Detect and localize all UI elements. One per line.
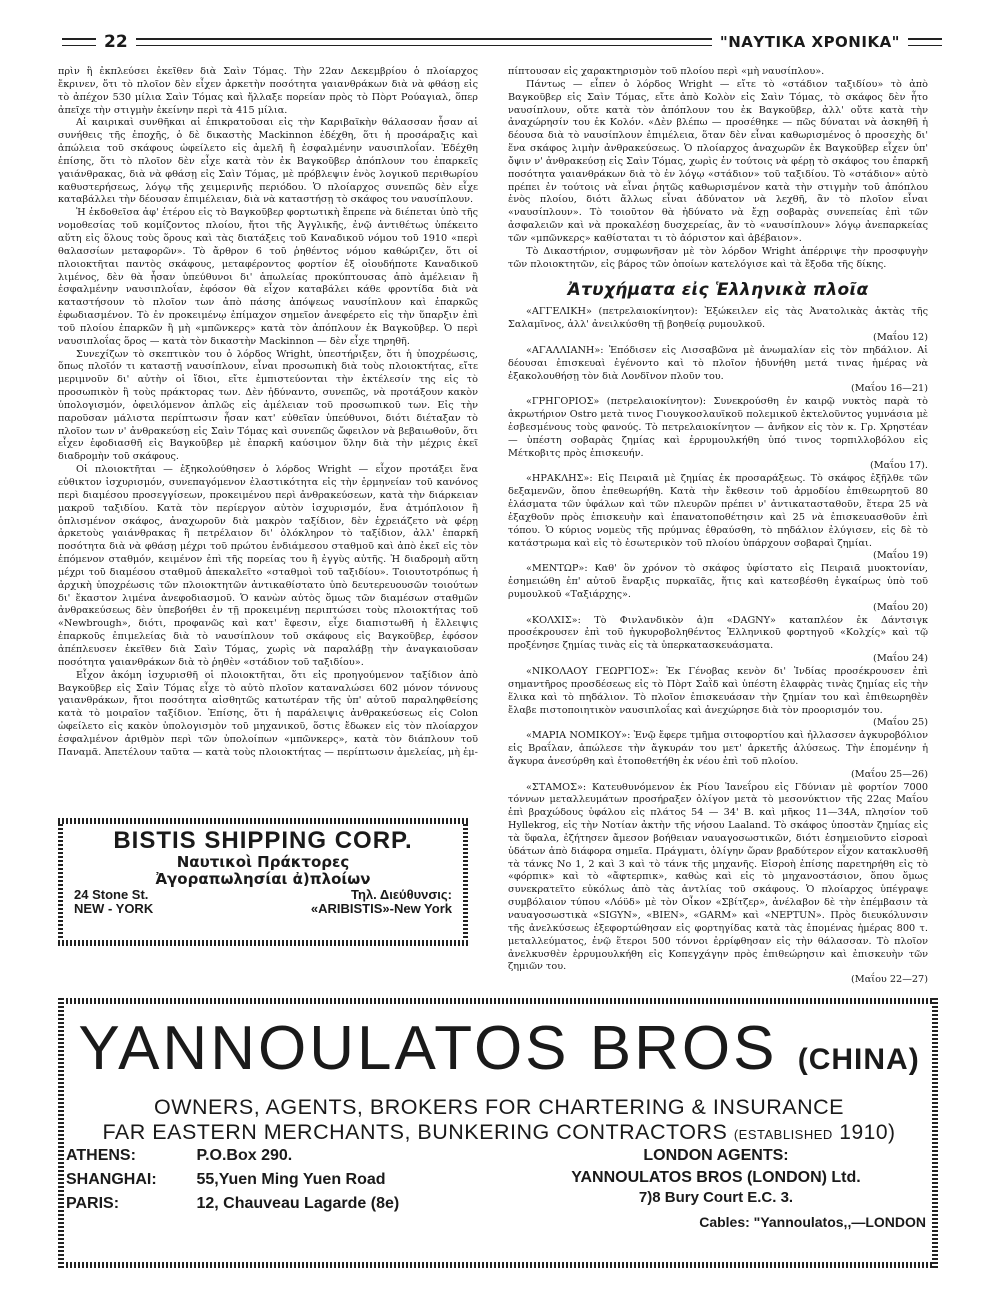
bistis-subtitle: Ἀγοραπωλησίαι ἀ)πλοίων <box>155 870 371 888</box>
accident-text: «ΜΕΝΤΩΡ»: Καθ' ὃν χρόνον τὸ σκάφος ὑφίστατο εἰς Πειραιᾶ μυοκτονίαν, ἐσημειώθη ἐπ' αὐτοῦ ἔναρξις πυρκαϊᾶς, ἥτις καὶ κατεσβέσθη ἐγκαίρως ὑπὸ τοῦ ρυμουλκοῦ «Ταξιάρχης». <box>508 563 928 600</box>
bistis-address: 24 Stone St. <box>74 887 149 902</box>
yannoulatos-services-2 <box>66 1120 932 1147</box>
paragraph: πρὶν ἢ ἐκπλεύσει ἐκεῖθεν διὰ Σαὶν Τόμας. Τὴν 22αν Δεκεμβρίου ὁ πλοίαρχος ἔκρινεν, ὅτι τὸ πλοῖον δὲν εἶχεν ἀρκετὴν ποσότητα γαιανθράκων διὰ νὰ φθάσῃ εἰς τὸ ἀπέχον 530 μίλια Σαὶν Τόμας καὶ ἤλλαξε πορείαν πρὸς τὸ Πὸρτ Ρούαγιαλ, ὅπερ ἀπεῖχε τὴν στιγμὴν ἐκείνην περὶ τὰ 415 μίλια. <box>58 66 478 116</box>
office-city: PARIS: <box>66 1195 120 1212</box>
accident-text: «ΑΓΓΕΛΙΚΗ» (πετρελαιοκίνητον): Ἐξώκειλεν εἰς τὰς Ἀνατολικὰς ἀκτὰς τῆς Σαλαμῖνος, ἀλλ' ἀνειλκύσθη τῇ βοηθείᾳ ρυμουλκοῦ. <box>508 306 928 331</box>
header-rule <box>136 38 712 46</box>
accident-date: (Μαΐου 20) <box>873 601 928 613</box>
left-column <box>58 66 478 814</box>
ad-border-bottom <box>58 940 468 946</box>
magazine-title: "ΝΑΥΤΙΚΑ ΧΡΟΝΙΚΑ" <box>719 33 900 51</box>
accident-date: (Μαΐου 22—27) <box>851 974 928 986</box>
header-rule-left <box>62 38 96 46</box>
page-number: 22 <box>104 32 128 52</box>
accident-date: (Μαΐου 25) <box>873 717 928 729</box>
yannoulatos-border-right <box>932 998 938 1268</box>
bistis-telegraph-value: «ARIBISTIS»-New York <box>310 901 452 916</box>
accident-text: «ΚΟΛΧΙΣ»: Τὸ Φινλανδικὸν ἀ)π «DAGNY» καταπλέον ἐκ Δάντσιγκ προσέκρουσεν ἐπὶ τοῦ ἠγκυροβοληθέντος Ἑλληνικοῦ φορτηγοῦ «Κολχίς» καὶ τῷ προξένησε ζημίας τινὰς εἰς τὰ ὑπερκατασκευάσματα. <box>508 614 928 652</box>
accident-date: (Μαΐου 19) <box>873 550 928 562</box>
bistis-contact-row <box>68 888 458 902</box>
accident-date: (Μαΐου 24) <box>873 653 928 665</box>
paragraph: Εἶχον ἀκόμη ἰσχυρισθῆ οἱ πλοιοκτῆται, ὅτι εἰς προηγούμενον ταξίδιον ἀπὸ Βαγκοῦβερ εἰς Σαὶν Τόμας εἶχε τὸ αὐτὸ πλοῖον καταναλώσει 602 μόνον τόννους γαιανθράκων, ἤτοι ποσότητα αἰσθητῶς κατωτέραν τῆς ὑπ' αὐτοῦ παραληφθείσης κατὰ τὸ μοιραῖον ταξίδιον. Ἐπίσης, ὅτι ἡ παράλειψις ἀνθρακεύσεως εἰς Colon ὠφείλετο εἰς κακὸν ὑπολογισμὸν τοῦ μηχανικοῦ, ὅστις ἔδωκεν εἰς τὸν πλοίαρχον ἐσφαλμένον ἀριθμὸν περὶ τῶν ὑπολοίπων «μπῶνκερς», κατὰ τὸν διάπλουν τοῦ Παναμᾶ. Ἀπετέλουν ταῦτα — κατὰ τοὺς πλοιοκτήτας — περίπτωσιν ἀμελείας, μὴ ἐμ- <box>58 669 478 758</box>
office-address: P.O.Box 290. <box>196 1147 293 1164</box>
bistis-contact-row <box>68 902 458 916</box>
bistis-company-name: BISTIS SHIPPING CORP. <box>113 827 413 854</box>
bistis-subtitle: Ναυτικοὶ Πράκτορες <box>176 853 350 871</box>
yannoulatos-advertisement <box>66 1012 932 1256</box>
bistis-telegraph-label: Τηλ. Διεύθυνσις: <box>351 887 452 902</box>
ad-border-right <box>463 824 468 940</box>
london-agents-label: LONDON AGENTS: <box>643 1147 789 1164</box>
accident-text: «ΜΑΡΙΑ ΝΟΜΙΚΟΥ»: Ἐνῷ ἔφερε τμῆμα σιτοφορτίου καὶ ἠλλασσεν ἀγκυροβόλιον εἰς Βραΐλαν, ἀπώλεσε τὴν ἄγκυράν του μετ' ἀρκετῆς ἁλύσεως. Τὴν ἑπομένην ἡ ἄγκυρα ἀνεσύρθη καὶ ἐτοποθετήθη ἐκ νέου ἐπὶ τοῦ πλοίου. <box>508 730 928 767</box>
paragraph: Οἱ πλοιοκτῆται — ἐξηκολούθησεν ὁ λόρδος Wright — εἶχον προτάξει ἕνα εὐθικτον ἰσχυρισμόν, συνεπαγόμενον ἐλαστικότητα εἰς τὴν ἑρμηνείαν τοῦ κανόνος περὶ διαμέσου προσεγγίσεων, προκειμένου περὶ ἀνθρακεύσεων, κατὰ τὴν διάρκειαν μακροῦ ταξιδίου. Κατὰ τὸν περίεργον αὐτὸν ἰσχυρισμόν, ἕνα ἀτμόπλοιον ἢ ὁπλισμένον σκάφος, ἀναχωροῦν διὰ μακρὸν ταξίδιον, δὲν ἐχρειάζετο νὰ φέρῃ ἀρκετοὺς γαιάνθρακας ἢ πετρέλαιον δι' ὁλόκληρον τὸ ταξίδιον, ἀλλ' ἐπαρκῆ ποσότητα διὰ νὰ φθάσῃ μέχρι τοῦ πρώτου ἐνδιάμεσου σταθμοῦ καὶ ἀπὸ ἐκεῖ εἰς τὸν ἑπόμενον σταθμόν, κειμένον ἐπὶ τῆς πορείας του ἢ ἐγγὺς αὐτῆς. Ἡ διαδρομὴ αὕτη μέχρι τοῦ διαμέσου σταθμοῦ ἀπεκαλεῖτο «σταθμοὶ τοῦ ταξιδίου». Τοιουτοτρόπως ἡ ἀρχικὴ ὑποχρέωσις τῶν πλοιοκτητῶν ἀντικαθίστατο ὑπὸ δευτερευουσῶν τοιούτων δι' ἕκαστον λιμένα ἀνεφοδιασμοῦ. Ὁ κανὼν αὐτὸς ὅμως τῶν διαμέσων σταθμῶν ἀνθρακεύσεως δὲν ὑπεβοήθει ἐν τῇ προκειμένῃ περιπτώσει τοὺς πλοιοκτήτας τοῦ «Newbrough», διότι, προφανῶς καὶ κατ' ἔφεσιν, εἶχε διαπιστωθῆ ἡ ἔλλειψις ἐπαρκοῦς ἐπιμελείας διὰ τὸ ναυσίπλουν τοῦ σκάφους εἰς Βαγκοῦβερ, ἐφόσον ἀπέπλευσεν ἐκεῖθεν διὰ Σαὶν Τόμας, χωρὶς νὰ παραλάβῃ τὴν ἀναγκαιοῦσαν ποσότητα γαιανθράκων διὰ τὸ ῥηθὲν «στάδιον τοῦ ταξιδίου». <box>58 464 478 668</box>
london-company: YANNOULATOS BROS (LONDON) Ltd. <box>571 1169 861 1186</box>
yannoulatos-border-bottom <box>58 1262 938 1268</box>
yannoulatos-services: OWNERS, AGENTS, BROKERS FOR CHARTERING & INSURANCE <box>154 1095 844 1119</box>
yannoulatos-company-name <box>66 1014 932 1095</box>
paragraph: πίπτουσαν εἰς χαρακτηρισμὸν τοῦ πλοίου περὶ «μὴ ναυσίπλου». <box>508 66 825 77</box>
header-rule-right <box>908 38 942 46</box>
paragraph: Πάντως — εἶπεν ὁ λόρδος Wright — εἴτε τὸ «στάδιον ταξιδίου» τὸ ἀπὸ Βαγκοῦβερ εἰς Σαὶν Τόμας, εἴτε ἀπὸ Κολὸν εἰς Σαὶν Τόμας, τὸ σκάφος δὲν ἦτο ναυσίπλουν, οὔτε κατὰ τὸν ἀπόπλουν του ἐκ Βαγκοῦβερ, ἀλλ' οὔτε κατὰ τὴν ἀναχώρησίν του ἐκ Κολόν. «Δὲν βλέπω — προσέθηκε — πῶς δύναται νὰ ἀσκηθῆ ἡ δέουσα διὰ τὸ ναυσίπλουν ἐπιμέλεια, ὅταν δὲν εἶναι καθωρισμένος ὁ προσεχὴς δι' ἕνα σκάφος λιμὴν ἀνθρακεύσεως. Ὁ πλοίαρχος ἀναχωρῶν ἐκ Βαγκοῦβερ εἶχεν ὑπ' ὄψιν ν' ἀνθρακεύσῃ εἰς Σαὶν Τόμας, χωρὶς ἐν τούτοις νὰ φέρῃ τὸ σκάφος του ἐπαρκῆ ποσότητα γαιανθράκων διὰ τὸ ἐν λόγῳ «στάδιον» τοῦ ταξιδίου. Τὸ «στάδιον» αὐτὸ πρέπει ἐν τούτοις νὰ εἶναι ῥητῶς καθωρισμένον κατὰ τὴν στιγμὴν τοῦ ἀπόπλου ἑνὸς πλοίου, διότι ἄλλως εἶναι ἀδύνατον νὰ λεχθῆ, ἂν τὸ πλοῖον εἶναι «ναυσίπλουν». Τὸ τοιοῦτον θὰ ἠδύνατο νὰ ἔχῃ σοβαρὰς συνεπείας ἐπὶ τῶν ἀσφαλειῶν καὶ νὰ προκαλέσῃ δυσχερείας, ἂν τὸ «ναυσίπλουν» λόγῳ ἀνεπαρκείας τῶν «μπῶνκερς» καθίσταται τι τὸ ἀόριστον καὶ ἀβέβαιον». <box>508 78 928 244</box>
office-city: ATHENS: <box>66 1147 136 1164</box>
accident-text: «ΑΓΑΛΛΙΑΝΗ»: Ἐπόδισεν εἰς Λισσαβῶνα μὲ ἀνωμαλίαν εἰς τὸν πηδάλιον. Αἱ δέουσαι ἐπισκευαὶ ἐγένοντο καὶ τὸ πλοῖον ἠδυνήθη μετά τινας ἡμέρας νὰ ἐξακολουθήσῃ τὸν διὰ Λονδῖνον πλοῦν του. <box>508 344 928 382</box>
office-row <box>66 1192 496 1216</box>
office-row <box>66 1168 496 1192</box>
office-row <box>66 1144 496 1168</box>
yannoulatos-name: YANNOULATOS BROS <box>78 1014 778 1083</box>
yannoulatos-established-label: (ESTABLISHED <box>733 1127 833 1142</box>
cables-address: Cables: "Yannoulatos,,—LONDON <box>699 1214 926 1230</box>
office-address: 12, Chauveau Lagarde (8e) <box>196 1195 400 1212</box>
london-address: 7)8 Bury Court E.C. 3. <box>638 1189 794 1206</box>
accident-date: (Μαΐου 25—26) <box>851 768 928 780</box>
yannoulatos-border-left <box>58 998 64 1268</box>
section-title: Ἀτυχήματα εἰς Ἑλληνικὰ πλοῖα <box>567 279 869 300</box>
yannoulatos-established-year: 1910) <box>839 1121 896 1144</box>
accident-text: «ΗΡΑΚΛΗΣ»: Εἰς Πειραιᾶ μὲ ζημίας ἐκ προσαράξεως. Τὸ σκάφος ἐξῆλθε τῶν δεξαμενῶν, ὅπου ἐπεθεωρήθη. Κατὰ τὴν ἔκθεσιν τοῦ ἁρμοδίου ἐπιθεωρητοῦ 80 ἐλάσματα τῶν ὑφάλων καὶ τῶν πλευρῶν πρέπει ν' ἀντικατασταθοῦν, ἕτερα 25 νὰ ἐξαχθοῦν πρὸς ἐπισκευὴν καὶ ἐπανατοποθέτησιν καὶ 25 νὰ ἐπισκευασθοῦν ἐπὶ τόπου. Ὁ κύριος νομεὺς τῆς πρύμνας ἐθραύσθη, τὸ πηδάλιον ἐλύγισεν, εἰς δὲ τὸ κατάστρωμα καὶ εἰς τὸ ἐσωτερικὸν τοῦ πλοίου ὑπάρχουν σοβαραὶ ζημίαι. <box>508 473 928 549</box>
page-header <box>62 30 942 54</box>
office-city: SHANGHAI: <box>66 1171 157 1188</box>
ad-border-top <box>58 818 468 824</box>
accident-date: (Μαΐου 16—21) <box>851 383 928 395</box>
accident-date: (Μαΐου 12) <box>873 332 928 344</box>
paragraph: Αἱ καιρικαὶ συνθῆκαι αἱ ἐπικρατοῦσαι εἰς τὴν Καριβαϊκὴν θάλασσαν ἦσαν αἱ συνήθεις τῆς ἐποχῆς, ὁ δὲ δικαστὴς Mackinnon ἐδέχθη, ὅτι ἡ προσάραξις καὶ ἀπώλεια τοῦ σκάφους ὠφείλετο εἰς ἀμελῆ ἢ ἐσφαλμένην ναυσιπλοΐαν. Ἐδέχθη ἐπίσης, ὅτι τὸ πλοῖον δὲν εἶχε κατὰ τὸν ἐκ Βαγκοῦβερ ἀπόπλουν του ἐπαρκεῖς γαιάνθρακας, διὰ νὰ φθάσῃ εἰς Σαὶν Τόμας, μὲ πρόβλεψιν ἑνὸς λογικοῦ περιθωρίου καθυστερήσεως, λόγῳ τῆς χειμερινῆς περιόδου. Ὁ πλοίαρχος συνεπῶς δὲν εἶχε καταβάλλει τὴν δέουσαν ἐπιμέλειαν, διὰ νὰ καταστήσῃ τὸ σκάφος του ναυσίπλουν. <box>58 117 478 206</box>
office-address: 55,Yuen Ming Yuen Road <box>196 1171 386 1188</box>
paragraph: Τὸ Δικαστήριον, συμφωνῆσαν μὲ τὸν λόρδον Wright ἀπέρριψε τὴν προσφυγὴν τῶν πλοιοκτητῶν, εἰς βάρος τῶν ὁποίων κατελόγισε καὶ τὰ ἔξοδα τῆς δίκης. <box>508 245 928 270</box>
yannoulatos-merchants: FAR EASTERN MERCHANTS, BUNKERING CONTRACTORS <box>102 1120 728 1144</box>
paragraph: Συνεχίζων τὸ σκεπτικὸν του ὁ λόρδος Wright, ὑπεστήριξεν, ὅτι ἡ ὑποχρέωσις, ὅπως πλοῖόν τι καταστῇ ναυσίπλουν, εἶναι προσωπικὴ διὰ τοὺς πλοιοκτήτας, εἴτε μεριμνοῦν δι' αὐτὴν οἱ ἴδιοι, εἴτε ἐμπιστεύονται τὴν ἐκτέλεσίν της εἰς τὸ προσωπικὸν ἢ τοὺς πράκτορας των. Δὲν ἠδύναντο, συνεπῶς, νὰ προτάξουν κακὸν ὑπολογισμόν, ὀφειλόμενον ἁπλῶς εἰς ἀμέλειαν τοῦ προσωπικοῦ των. Εἰς τὴν παροῦσαν μάλιστα περίπτωσιν ἦσαν κατ' εὐθεῖαν ὑπεύθυνοι, διότι διέταξαν τὸ πλοῖον των ν' ἀνθρακεύσῃ εἰς Σαὶν Τόμας καὶ συνεπῶς ὤφειλον νὰ βεβαιωθοῦν, ὅτι εἶχεν ἐφοδιασθῆ εἰς Βαγκοῦβερ μὲ ἐπαρκῆ καύσιμον ὕλην διὰ τὴν μέχρις ἐκεῖ διαδρομὴν τοῦ σκάφους. <box>58 348 478 463</box>
accident-text: «ΝΙΚΟΛΑΟΥ ΓΕΩΡΓΙΟΣ»: Ἐκ Γένοβας κενὸν δι' Ἰνδίας προσέκρουσεν ἐπὶ σημαντῆρος προσδέσεως εἰς τὸ Πὸρτ Σαῒδ καὶ ὑπέστη ἐλαφρὰς τινὰς ζημίας εἰς τὴν ἕλικα καὶ τὸ πηδάλιον. Τὸ πλοῖον ἐπισκευάσαν τὴν ζημίαν του καὶ ἐπιθεωρηθὲν ἔλαβε πιστοποιητικὸν ναυσιπλοΐας καὶ ἀνεχώρησε διὰ τὸν προορισμόν του. <box>508 665 928 716</box>
accident-date: (Μαΐου 17). <box>869 460 928 472</box>
ad-border-left <box>58 824 63 940</box>
accident-text: «ΓΡΗΓΟΡΙΟΣ» (πετρελαιοκίνητον): Συνεκρούσθη ἐν καιρῷ νυκτὸς παρὰ τὸ ἀκρωτήριον Ostro μετὰ τινος Γιουγκοσλαυϊκοῦ πολεμικοῦ ἐκτελοῦντος γυμνάσια μὲ ἐσβεσμένους τοὺς φανούς. Τὸ πετρελαιοκίνητον — ἀνῆκον εἰς τὸν κ. Γρ. Χρηστέαν — ὑπέστη σοβαρὰς ζημίας καὶ ἐρρυμουλκήθη ὑπό τινος τορπιλλοβόλου εἰς Μέτκοβιτς πρὸς ἐπισκευήν. <box>508 396 928 459</box>
accident-text: «ΣΤΑΜΟΣ»: Κατευθυνόμενον ἐκ Ρίου Ἰανεΐρου εἰς Γδύνιαν μὲ φορτίον 7000 τόννων μεταλλευμάτων προσήραξεν ὀλίγον μετὰ τὸ μεσονύκτιον τῆς 22ας Μαΐου ἐπὶ βραχώδους ὑφάλου εἰς πλάτος 54 — 34' Β. καὶ μῆκος 11—34Α, πλησίον τοῦ Hyllekrog, εἰς τὴν Νοτίαν ἀκτὴν τῆς νήσου Laaland. Τὸ σκάφος ὑποστὰν ζημίας εἰς τὰ ὕφαλα, ἐζήτησεν ἄμεσον βοήθειαν ναυαγοσωστικῶν, διότι ἐσημειοῦντο εἰσροαὶ ὑδάτων ἀπὸ διάφορα σημεῖα. Πράγματι, ὀλίγην ὥραν βραδύτερον εἶχον κατακλυσθῆ τὰ τάνκς Νο 1, 2 καὶ 3 καὶ τὸ τάνκ τῆς μηχανῆς. Εἰσροὴ ἐπίσης παρετηρήθη εἰς τὸ «φόρπικ» καὶ τὸ «ἄφτερπικ», καθὼς καὶ εἰς τὸ μηχανοστάσιον, ὅπου ὅμως συνεκρατεῖτο εὐκόλως ἀπὸ τὰς ἀντλίας τοῦ σκάφους. Ὁ πλοίαρχος ὑπέγραψε συμβόλαιον τύπου «Λόϋδ» μὲ τὸν Οἶκον «Σβίτζερ», ἀνέλαβον δὲ τὴν ἐπέμβασιν τὰ ναυαγοσωστικὰ «SIGYN», «BIEN», «GARM» καὶ «NEPTUN». Πρὸς διευκόλυνσιν τῆς ἀνελκύσεως ἐξεφορτώθησαν εἰς φορτηγίδας κατὰ τὰς ἑπομένας ἡμέρας 800 τ. μεταλλεύματος, ἐνῷ ἕτεροι 500 τόννοι ἐρρίφθησαν εἰς τὴν θάλασσαν. Τὸ πλοῖον ἀνελκυσθὲν ἐρρυμουλκήθη εἰς Κοπεγχάγην πρὸς ἐπιθεώρησιν καὶ ἐπισκευὴν τῶν ζημιῶν του. <box>508 781 928 973</box>
paragraph: Ἡ ἐκδοθεῖσα ἀφ' ἑτέρου εἰς τὸ Βαγκοῦβερ φορτωτικὴ ἔπρεπε νὰ διέπεται ὑπὸ τῆς νομοθεσίας τοῦ κομίζοντος πλοίου, ἤτοι τῆς Ἀγγλικῆς, ἐνῷ ἀντιθέτως ὑπέκειτο αὕτη εἰς ὅλους τοὺς ὅρους καὶ τὰς διατάξεις τοῦ Καναδικοῦ νόμου τοῦ 1910 «περὶ θαλασσίων μεταφορῶν». Τὸ ἄρθρον 6 τοῦ ῥηθέντος νόμου καθώριζεν, ὅτι οἱ πλοιοκτῆται παντὸς σκάφους, μεταφέροντος φορτίον ἐξ οἱουδήποτε Καναδικοῦ λιμένος, δὲν θὰ ἦσαν ὑπεύθυνοι δι' ἀπωλείας προκύπτουσας ἀπὸ ἀμέλειαν ἢ ἐσφαλμένην ναυσιπλοΐαν, ἐφόσον θὰ εἶχον καταβάλει κάθε φροντίδα διὰ νὰ καταστήσουν τὸ πλοῖον των ἀπὸ πάσης ἀπόψεως ναυσίπλουν καὶ ἐπαρκῶς ἐφωδιασμένον. Τὸ ἐν προκειμένῳ ἐπίμαχον σημεῖον ἀνεφέρετο εἰς τὴν ὕπαρξιν ἐπὶ τοῦ πλοίου ἐπαρκῶν ἢ μὴ «μπῶνκερς» κατὰ τὸν ἀπόπλουν ἐκ Βαγκοῦβερ. Ὁ περὶ ναυσιπλοΐας ὅρος — κατὰ τὸν δικαστὴν Mackinnon — δὲν εἶχε τηρηθῆ. <box>58 207 478 347</box>
bistis-advertisement <box>58 818 468 916</box>
yannoulatos-border-top <box>58 998 938 1004</box>
accident-list <box>508 306 928 987</box>
bistis-city: NEW - YORK <box>74 901 154 916</box>
right-column <box>508 66 928 986</box>
yannoulatos-china: (CHINA) <box>797 1043 920 1076</box>
